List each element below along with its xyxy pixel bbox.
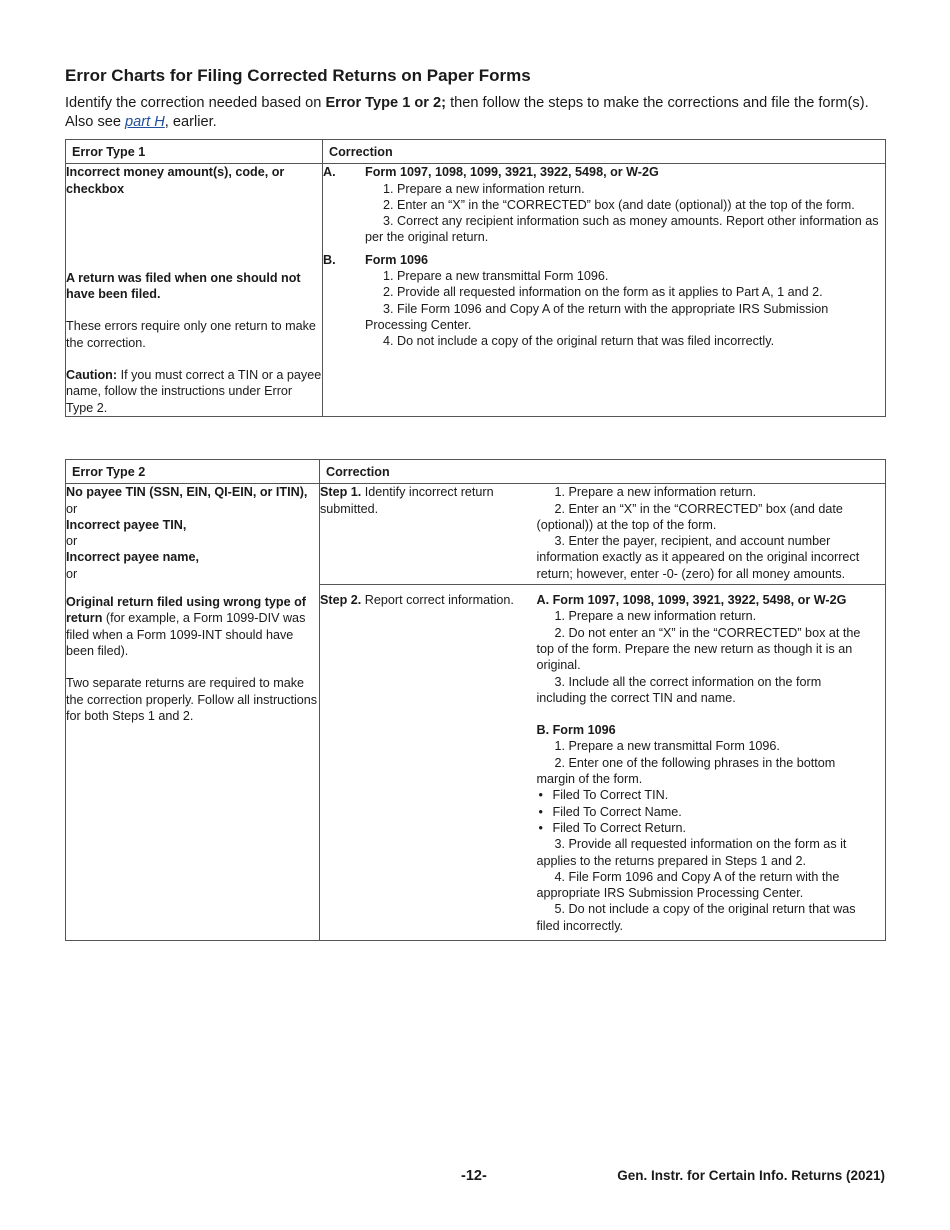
or-text: or	[66, 534, 78, 549]
error-2-incorrect-tin: Incorrect payee TIN,	[66, 517, 187, 532]
error-type-2-description	[66, 484, 320, 941]
step-1-item: 1. Prepare a new information return.	[554, 485, 757, 500]
intro-text-2: then follow the steps to make the corrections and file the form(s). Also see	[65, 95, 869, 130]
intro-text-3: , earlier.	[164, 114, 217, 130]
step-1-text: Identify incorrect return submitted.	[320, 485, 494, 516]
wrong-type-text: (for example, a Form 1099-DIV was filed when a Form 1099-INT should have been filed).	[66, 611, 306, 658]
section-b-heading: Form 1096	[365, 252, 428, 267]
caution-label: Caution:	[66, 368, 118, 383]
correction-header-2: Correction	[320, 460, 886, 484]
document-title-footer: Gen. Instr. for Certain Info. Returns (2021)	[617, 1168, 885, 1183]
error-type-2-table	[65, 459, 886, 941]
error-type-1-correction	[323, 164, 886, 417]
step-2-a-heading: A. Form 1097, 1098, 1099, 3921, 3922, 5498, or W-2G	[536, 593, 847, 608]
error-2-wrong-type	[66, 594, 319, 659]
section-b-step: 1. Prepare a new transmittal Form 1096.	[383, 269, 609, 284]
step-2-items	[537, 585, 886, 941]
intro-paragraph	[65, 94, 885, 132]
intro-text-1: Identify the correction needed based on	[65, 95, 326, 111]
section-b-step: 3. File Form 1096 and Copy A of the return with the appropriate IRS Submission Processing Center.	[365, 301, 829, 332]
caution-text: If you must correct a TIN or a payee name, follow the instructions under Error Type 2.	[66, 368, 322, 415]
step-1-items	[537, 484, 886, 585]
error-1-note: These errors require only one return to make the correction.	[66, 319, 316, 350]
part-h-link[interactable]: part H	[125, 114, 165, 130]
step-2-b-heading: B. Form 1096	[536, 723, 616, 738]
section-a-step: 1. Prepare a new information return.	[383, 181, 585, 196]
step-1-bold: Step 1.	[320, 485, 362, 500]
or-text: or	[66, 566, 78, 581]
step-2-a-item: 2. Do not enter an “X” in the “CORRECTED” box at the top of the form. Prepare the new return as though it is an original.	[536, 625, 861, 673]
step-2-b-item: 2. Enter one of the following phrases in the bottom margin of the form.	[536, 755, 836, 787]
phrase-bullet: • Filed To Correct TIN.	[537, 787, 874, 803]
step-2-text: Report correct information.	[361, 593, 514, 608]
section-a-step: 3. Correct any recipient information such as money amounts. Report other information as per the original return.	[365, 214, 879, 245]
page-number: -12-	[461, 1168, 487, 1184]
step-1-label-cell	[320, 484, 537, 585]
error-1-caution	[66, 367, 322, 416]
page-title: Error Charts for Filing Corrected Returns on Paper Forms	[65, 66, 531, 85]
step-2-a-item: 1. Prepare a new information return.	[554, 609, 757, 624]
step-2-label	[320, 592, 537, 608]
error-type-1-description	[66, 164, 323, 417]
section-a-label: A.	[323, 165, 336, 180]
error-1a-text: Incorrect money amount(s), code, or checkbox	[66, 165, 285, 196]
phrase-bullet: • Filed To Correct Name.	[537, 804, 874, 820]
error-type-1-header: Error Type 1	[66, 140, 323, 164]
error-type-1-table	[65, 139, 886, 417]
section-b-label: B.	[323, 252, 336, 267]
step-2-b-item: 3. Provide all requested information on the form as it applies to the returns prepared in Steps 1 and 2.	[536, 837, 847, 868]
error-type-2-header: Error Type 2	[66, 460, 320, 484]
step-1-item: 3. Enter the payer, recipient, and account number information exactly as it appeared on the original incorrect return; however, enter -0- (zero) for all money amounts.	[536, 534, 860, 581]
error-1b-text: A return was filed when one should not have been filed.	[66, 270, 301, 302]
wrong-type-bold: Original return filed using wrong type of return	[66, 595, 306, 626]
error-2-no-tin: No payee TIN (SSN, EIN, QI-EIN, or ITIN),	[66, 485, 308, 500]
step-2-b-item: 5. Do not include a copy of the original return that was filed incorrectly.	[536, 902, 856, 933]
step-2-label-cell	[320, 585, 537, 941]
step-2-bold: Step 2.	[320, 593, 362, 608]
section-b-step: 2. Provide all requested information on the form as it applies to Part A, 1 and 2.	[383, 285, 823, 300]
step-1-label	[320, 484, 537, 517]
intro-bold: Error Type 1 or 2;	[325, 95, 447, 111]
phrase-bullet: • Filed To Correct Return.	[537, 820, 874, 836]
section-a-heading: Form 1097, 1098, 1099, 3921, 3922, 5498, or W-2G	[365, 165, 659, 180]
step-2-a-item: 3. Include all the correct information on the form including the correct TIN and name.	[536, 674, 822, 705]
section-b-step: 4. Do not include a copy of the original return that was filed incorrectly.	[383, 334, 775, 349]
correction-section-b	[323, 252, 885, 350]
section-a-step: 2. Enter an “X” in the “CORRECTED” box (and date (optional)) at the top of the form.	[383, 197, 855, 212]
or-text: or	[66, 501, 78, 516]
step-2-b-item: 4. File Form 1096 and Copy A of the return with the appropriate IRS Submission Processing Center.	[536, 869, 840, 901]
error-2-incorrect-name: Incorrect payee name,	[66, 550, 199, 565]
step-2-b-item: 1. Prepare a new transmittal Form 1096.	[554, 739, 780, 754]
correction-section-a	[323, 164, 885, 245]
correction-header-1: Correction	[323, 140, 886, 164]
error-2-note: Two separate returns are required to make the correction properly. Follow all instructions for both Steps 1 and 2.	[66, 676, 318, 723]
step-1-item: 2. Enter an “X” in the “CORRECTED” box (and date (optional)) at the top of the form.	[536, 501, 843, 532]
